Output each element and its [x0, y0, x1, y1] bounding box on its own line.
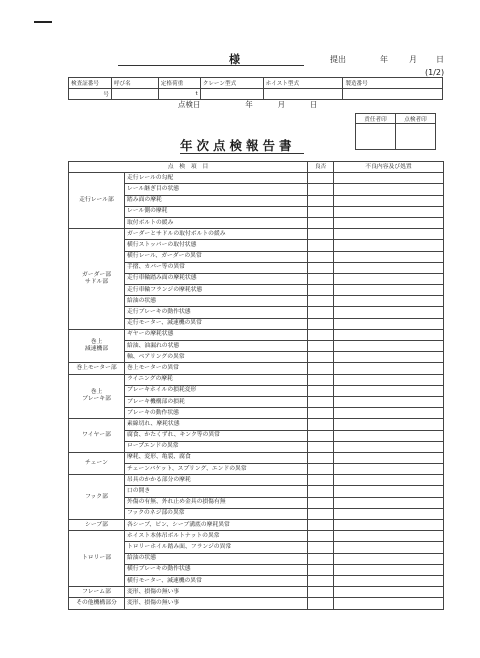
table-row [69, 363, 444, 374]
defect-action-cell[interactable] [334, 396, 444, 407]
corner-mark [34, 21, 52, 23]
inspection-table [68, 161, 444, 610]
defect-action-cell[interactable] [334, 251, 444, 262]
table-row [69, 318, 444, 329]
defect-action-cell[interactable] [334, 374, 444, 385]
inspection-item: 横行モーター、減速機の異常 [125, 575, 308, 586]
inspection-date-label: 点検日 [178, 100, 201, 109]
table-row [69, 430, 444, 441]
inspection-item: 横行ブレーキの動作状態 [125, 564, 308, 575]
inspection-item: ギヤーの摩耗状態 [125, 329, 308, 340]
header-hoist-model: ホイスト型式 [263, 78, 343, 89]
section-label-line: ガーダー部 [82, 272, 111, 279]
defect-action-cell[interactable] [334, 318, 444, 329]
section-label-line: 巻上モーター部 [76, 364, 117, 371]
pass-fail-cell[interactable] [308, 206, 334, 217]
page-number: (1/2) [425, 68, 445, 77]
defect-action-cell[interactable] [334, 206, 444, 217]
section-label-line: フック部 [85, 493, 108, 500]
nominal-name-cell[interactable] [111, 89, 158, 100]
serial-number-cell[interactable] [343, 89, 443, 100]
table-row [69, 240, 444, 251]
inspection-item: 巻上モーターの異常 [125, 363, 308, 374]
defect-action-cell[interactable] [334, 307, 444, 318]
table-row [69, 184, 444, 195]
cert-number-cell[interactable]: 号 [69, 89, 112, 100]
inspection-date [178, 99, 317, 110]
inspection-item: レール側の摩耗 [125, 206, 308, 217]
defect-action-cell[interactable] [334, 352, 444, 363]
section-label-line: 減速機部 [84, 346, 109, 353]
section-label-line: ブレーキ部 [82, 396, 111, 403]
section-label [69, 329, 125, 363]
defect-action-cell[interactable] [334, 173, 444, 184]
defect-action-cell[interactable] [334, 240, 444, 251]
pass-fail-cell[interactable] [308, 385, 334, 396]
inspection-item: 手摺、カバー等の異常 [125, 262, 308, 273]
table-row [69, 296, 444, 307]
table-row [69, 217, 444, 228]
table-row [69, 497, 444, 508]
inspection-item: 踏み面の摩耗 [125, 195, 308, 206]
inspection-item: 腐食、かたくずれ、キンク等の異常 [125, 430, 308, 441]
section-label-line: トロリー部 [82, 555, 111, 562]
inspection-item: ロープエンドの異常 [125, 441, 308, 452]
inspection-item: 走行車輪踏み面の摩耗状態 [125, 273, 308, 284]
table-row [69, 475, 444, 486]
inspection-item: 横行ストッパーの取付状態 [125, 240, 308, 251]
defect-action-cell[interactable] [334, 341, 444, 352]
pass-fail-cell[interactable] [308, 285, 334, 296]
pass-fail-cell[interactable] [308, 430, 334, 441]
pass-fail-cell[interactable] [308, 307, 334, 318]
section-label-line: 巻上 [90, 389, 103, 396]
section-label [69, 229, 125, 330]
section-label-line: 走行レール部 [79, 197, 114, 204]
defect-action-cell[interactable] [334, 217, 444, 228]
equipment-info-table [68, 77, 443, 100]
stamp-box-inspector[interactable] [396, 124, 436, 150]
inspection-item: ブレーキ機構部の損耗 [125, 396, 308, 407]
defect-action-cell[interactable] [334, 195, 444, 206]
pass-fail-cell[interactable] [308, 598, 334, 609]
inspection-item: 給油の状態 [125, 296, 308, 307]
table-row [69, 195, 444, 206]
pass-fail-cell[interactable] [308, 475, 334, 486]
inspection-item: フックのネジ部の異常 [125, 508, 308, 519]
submit-day-label: 日 [436, 55, 444, 64]
header-nominal-name: 呼び名 [111, 78, 158, 89]
pass-fail-cell[interactable] [308, 229, 334, 240]
inspection-item: 各シーブ、ピン、シーブ溝底の摩耗異常 [125, 520, 308, 531]
defect-action-cell[interactable] [334, 329, 444, 340]
pass-fail-cell[interactable] [308, 251, 334, 262]
inspection-item: 素線切れ、摩耗状態 [125, 419, 308, 430]
table-row [69, 352, 444, 363]
defect-action-cell[interactable] [334, 262, 444, 273]
pass-fail-cell[interactable] [308, 173, 334, 184]
header-pass-fail: 良否 [308, 162, 334, 173]
header-crane-model: クレーン型式 [200, 78, 263, 89]
table-row [69, 441, 444, 452]
inspection-month-label: 月 [277, 100, 286, 109]
pass-fail-cell[interactable] [308, 329, 334, 340]
pass-fail-cell[interactable] [308, 553, 334, 564]
pass-fail-cell[interactable] [308, 396, 334, 407]
pass-fail-cell[interactable] [308, 374, 334, 385]
table-row [69, 564, 444, 575]
pass-fail-cell[interactable] [308, 531, 334, 542]
inspection-item: 取付ボルトの緩み [125, 217, 308, 228]
inspection-item: ホイスト本体吊ボルトナットの異常 [125, 531, 308, 542]
table-row [69, 374, 444, 385]
inspection-item: 吊具のかかる部分の摩耗 [125, 475, 308, 486]
table-row [69, 229, 444, 240]
pass-fail-cell[interactable] [308, 217, 334, 228]
table-row [69, 508, 444, 519]
inspection-item: 走行モーター、減速機の異常 [125, 318, 308, 329]
section-label [69, 520, 125, 531]
pass-fail-cell[interactable] [308, 520, 334, 531]
table-row [69, 329, 444, 340]
inspection-item: レール継ぎ目の状態 [125, 184, 308, 195]
pass-fail-cell[interactable] [308, 575, 334, 586]
defect-action-cell[interactable] [334, 542, 444, 553]
inspection-item: チェーンバケット、スプリング、エンドの異常 [125, 464, 308, 475]
inspection-item: 給油の状態 [125, 553, 308, 564]
inspection-item: 外傷の有無、外れ止め金具の損傷有無 [125, 497, 308, 508]
table-row [69, 273, 444, 284]
table-row [69, 262, 444, 273]
crane-model-cell[interactable] [200, 89, 263, 100]
submit-label: 提出 [330, 55, 346, 64]
table-row [69, 307, 444, 318]
defect-action-cell[interactable] [334, 452, 444, 463]
table-row [69, 408, 444, 419]
header-serial-number: 製造番号 [343, 78, 443, 89]
table-row [69, 542, 444, 553]
inspection-item: 軸、ベアリングの異常 [125, 352, 308, 363]
pass-fail-cell[interactable] [308, 587, 334, 598]
table-row [69, 251, 444, 262]
section-label [69, 363, 125, 374]
defect-action-cell[interactable] [334, 553, 444, 564]
pass-fail-cell[interactable] [308, 363, 334, 374]
inspection-item: 給油、油漏れの状態 [125, 341, 308, 352]
addressee-field[interactable] [118, 51, 304, 66]
section-label [69, 173, 125, 229]
pass-fail-cell[interactable] [308, 486, 334, 497]
table-row [69, 598, 444, 609]
section-label-line: チェーン [85, 460, 108, 467]
defect-action-cell[interactable] [334, 587, 444, 598]
hoist-model-cell[interactable] [263, 89, 343, 100]
table-row [69, 173, 444, 184]
table-row [69, 587, 444, 598]
defect-action-cell[interactable] [334, 430, 444, 441]
pass-fail-cell[interactable] [308, 352, 334, 363]
table-row [69, 285, 444, 296]
title-underline [180, 153, 304, 154]
section-label-line: その他機構部分 [76, 599, 117, 606]
pass-fail-cell[interactable] [308, 542, 334, 553]
defect-action-cell[interactable] [334, 564, 444, 575]
inspection-item: 口の開き [125, 486, 308, 497]
table-row [69, 341, 444, 352]
rated-load-cell[interactable]: t [158, 89, 200, 100]
defect-action-cell[interactable] [334, 497, 444, 508]
table-row [69, 575, 444, 586]
inspection-item: トロリーホイル踏み面、フランジの異常 [125, 542, 308, 553]
table-row [69, 419, 444, 430]
pass-fail-cell[interactable] [308, 441, 334, 452]
pass-fail-cell[interactable] [308, 464, 334, 475]
inspection-item: 走行レールの勾配 [125, 173, 308, 184]
stamp-header-inspector: 点検者印 [396, 114, 436, 124]
document-title: 年次点検報告書 [180, 138, 296, 153]
section-label [69, 587, 125, 598]
pass-fail-cell[interactable] [308, 318, 334, 329]
section-label [69, 598, 125, 609]
section-label [69, 452, 125, 474]
section-label [69, 419, 125, 453]
section-label [69, 531, 125, 587]
pass-fail-cell[interactable] [308, 419, 334, 430]
table-row [69, 452, 444, 463]
section-label [69, 475, 125, 520]
section-label [69, 374, 125, 419]
table-row [69, 531, 444, 542]
section-label-line: フレーム部 [82, 588, 111, 595]
defect-action-cell[interactable] [334, 363, 444, 374]
section-label-line: ワイヤー部 [82, 432, 111, 439]
defect-action-cell[interactable] [334, 285, 444, 296]
pass-fail-cell[interactable] [308, 497, 334, 508]
defect-action-cell[interactable] [334, 184, 444, 195]
defect-action-cell[interactable] [334, 520, 444, 531]
inspection-item: 変形、損傷の無い事 [125, 598, 308, 609]
inspection-item: ブレーキホイルの損耗変形 [125, 385, 308, 396]
header-inspection-item: 点 検 項 目 [69, 162, 308, 173]
table-row [69, 464, 444, 475]
table-row [69, 520, 444, 531]
table-row [69, 206, 444, 217]
submit-month-label: 月 [409, 55, 417, 64]
inspection-item: 摩耗、変形、亀裂、腐食 [125, 452, 308, 463]
defect-action-cell[interactable] [334, 273, 444, 284]
pass-fail-cell[interactable] [308, 195, 334, 206]
addressee-suffix: 様 [229, 53, 240, 66]
defect-action-cell[interactable] [334, 408, 444, 419]
pass-fail-cell[interactable] [308, 452, 334, 463]
pass-fail-cell[interactable] [308, 408, 334, 419]
inspection-item: 走行車輪フランジの摩耗状態 [125, 285, 308, 296]
inspection-day-label: 日 [309, 100, 318, 109]
stamp-table [355, 113, 436, 150]
section-label-line: 巻上 [90, 339, 103, 346]
inspection-item: ライニングの摩耗 [125, 374, 308, 385]
defect-action-cell[interactable] [334, 531, 444, 542]
pass-fail-cell[interactable] [308, 564, 334, 575]
inspection-item: ブレーキの動作状態 [125, 408, 308, 419]
stamp-box-responsible[interactable] [356, 124, 396, 150]
defect-action-cell[interactable] [334, 229, 444, 240]
inspection-item: ガーダーとサドルの取付ボルトの緩み [125, 229, 308, 240]
defect-action-cell[interactable] [334, 419, 444, 430]
defect-action-cell[interactable] [334, 575, 444, 586]
defect-action-cell[interactable] [334, 464, 444, 475]
pass-fail-cell[interactable] [308, 296, 334, 307]
submit-year-label: 年 [380, 55, 388, 64]
defect-action-cell[interactable] [334, 441, 444, 452]
header-cert-number: 検査証番号 [69, 78, 112, 89]
inspection-item: 変形、損傷の無い事 [125, 587, 308, 598]
defect-action-cell[interactable] [334, 508, 444, 519]
pass-fail-cell[interactable] [308, 341, 334, 352]
inspection-item: 横行レール、ガーダーの異常 [125, 251, 308, 262]
defect-action-cell[interactable] [334, 385, 444, 396]
inspection-item: 走行ブレーキの動作状態 [125, 307, 308, 318]
pass-fail-cell[interactable] [308, 240, 334, 251]
table-row [69, 486, 444, 497]
section-label-line: シーブ部 [85, 521, 108, 528]
inspection-year-label: 年 [245, 100, 253, 109]
table-row [69, 396, 444, 407]
pass-fail-cell[interactable] [308, 508, 334, 519]
defect-action-cell[interactable] [334, 296, 444, 307]
header-defect-action: 不良内容及び処置 [334, 162, 444, 173]
pass-fail-cell[interactable] [308, 184, 334, 195]
section-label-line: サドル部 [84, 278, 109, 285]
defect-action-cell[interactable] [334, 486, 444, 497]
pass-fail-cell[interactable] [308, 262, 334, 273]
defect-action-cell[interactable] [334, 598, 444, 609]
defect-action-cell[interactable] [334, 475, 444, 486]
table-row [69, 385, 444, 396]
stamp-header-responsible: 責任者印 [356, 114, 396, 124]
pass-fail-cell[interactable] [308, 273, 334, 284]
table-row [69, 553, 444, 564]
header-rated-load: 定格荷重 [158, 78, 200, 89]
